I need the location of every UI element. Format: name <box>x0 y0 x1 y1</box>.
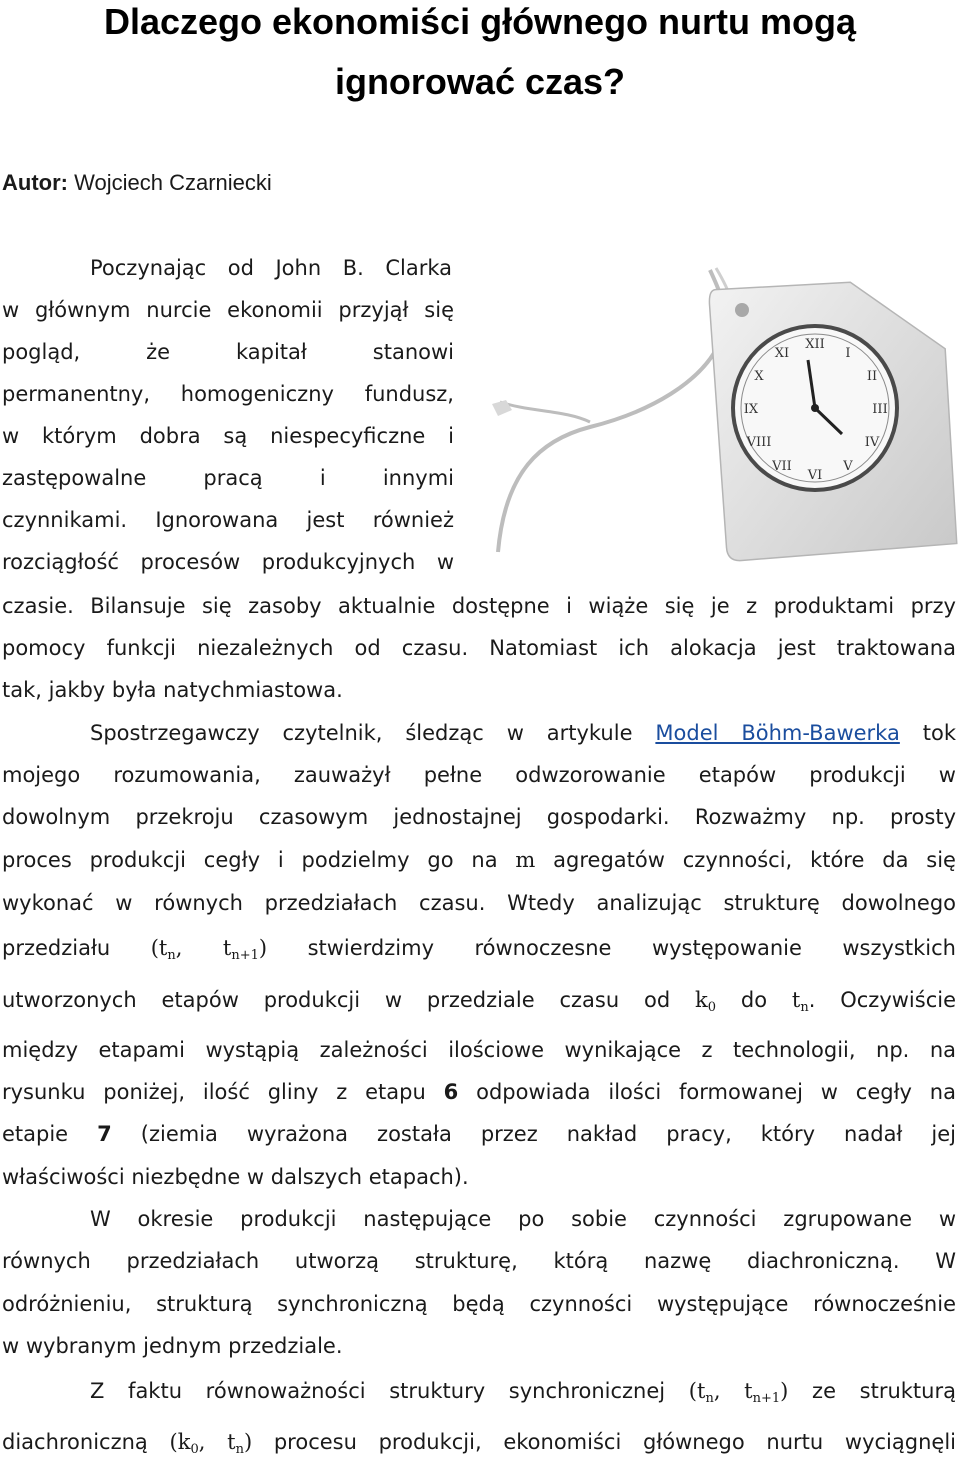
text-line: proces produkcji cegły i podzielmy go na m agregatów czynności, które da się <box>2 848 956 872</box>
text-line: równych przedziałach utworzą strukturę, którą nazwę diachroniczną. W <box>2 1249 956 1273</box>
text-line: W okresie produkcji następujące po sobie czynności zgrupowane w <box>90 1207 956 1231</box>
text-line: permanentny, homogeniczny fundusz, <box>2 382 454 406</box>
svg-text:X: X <box>754 369 764 384</box>
text-line: rozciągłość procesów produkcyjnych w <box>2 550 454 574</box>
svg-text:XI: XI <box>774 346 790 361</box>
text-line: etapie 7 (ziemia wyrażona została przez nakład pracy, który nadał jej <box>2 1122 956 1146</box>
stage-number: 6 <box>443 1080 459 1104</box>
svg-text:IV: IV <box>864 435 880 450</box>
svg-text:XII: XII <box>805 337 825 352</box>
text-line: czasie. Bilansuje się zasoby aktualnie dostępne i wiąże się je z produktami przy <box>2 594 956 618</box>
svg-text:VI: VI <box>807 468 823 483</box>
author-line <box>2 170 272 196</box>
math-interval-k0-tn: ($k_0$, $t_n$) <box>169 1430 253 1457</box>
author-label: Autor: <box>2 170 68 195</box>
text-line: w którym dobra są niespecyficzne i <box>2 424 454 448</box>
math-m: m <box>515 848 536 872</box>
svg-text:IX: IX <box>743 402 759 417</box>
text-line: rysunku poniżej, ilość gliny z etapu 6 odpowiada ilości formowanej w cegły na <box>2 1080 956 1104</box>
math-interval-tn: ($t_n$, $t_{n+1}$) <box>688 1379 789 1406</box>
text-line: czynnikami. Ignorowana jest również <box>2 508 454 532</box>
text-line: w głównym nurcie ekonomii przyjął się <box>2 298 454 322</box>
text-line: wykonać w równych przedziałach czasu. Wtedy analizując strukturę dowolnego <box>2 891 956 915</box>
text-line: pogląd, że kapitał stanowi <box>2 340 454 364</box>
author-name: Wojciech Czarniecki <box>74 170 272 195</box>
svg-text:I: I <box>845 346 851 361</box>
stage-number: 7 <box>97 1122 112 1146</box>
text-line: przedziału ($t_n$, $t_{n+1}$) stwierdzimy równoczesne występowanie wszystkich <box>2 936 956 963</box>
text-line: zastępowalne pracą i innymi <box>2 466 454 490</box>
text-line: Spostrzegawczy czytelnik, śledząc w artykule Model Böhm-Bawerka tok <box>90 721 956 745</box>
math-interval-tn: ($t_n$, $t_{n+1}$) <box>150 936 268 963</box>
text-line: między etapami wystąpią zależności ilościowe wynikające z technologii, np. na <box>2 1038 956 1062</box>
math-tn: $t_n$ <box>791 988 809 1015</box>
text-line: tak, jakby była natychmiastowa. <box>2 678 343 702</box>
svg-text:II: II <box>866 369 878 384</box>
text-line: Poczynając od John B. Clarka <box>90 256 452 280</box>
clock-tag-icon <box>470 262 960 562</box>
text-line: diachroniczną ($k_0$, $t_n$) procesu produkcji, ekonomiści głównego nurtu wyciągnęli <box>2 1430 956 1457</box>
text-line: utworzonych etapów produkcji w przedziale czasu od $k_0$ do $t_n$. Oczywiście <box>2 988 957 1015</box>
text-line: pomocy funkcji niezależnych od czasu. Natomiast ich alokacja jest traktowana <box>2 636 956 660</box>
text-line: odróżnieniu, strukturą synchroniczną będą czynności występujące równocześnie <box>2 1292 956 1316</box>
page-title-line-1: Dlaczego ekonomiści głównego nurtu mogą <box>103 1 857 42</box>
page-title-line-2: ignorować czas? <box>334 61 626 102</box>
text-line: Z faktu równoważności struktury synchronicznej ($t_n$, $t_{n+1}$) ze strukturą <box>90 1379 956 1406</box>
svg-text:V: V <box>843 459 853 474</box>
clock-tag-illustration <box>470 262 960 562</box>
model-bohm-bawerka-link[interactable]: Model Böhm-Bawerka <box>655 721 900 745</box>
math-k0: $k_0$ <box>695 988 717 1015</box>
text-line: mojego rozumowania, zauważył pełne odwzorowanie etapów produkcji w <box>2 763 956 787</box>
text-line: właściwości niezbędne w dalszych etapach). <box>2 1165 469 1189</box>
svg-text:III: III <box>872 402 888 417</box>
text-line: dowolnym przekroju czasowym jednostajnej gospodarki. Rozważmy np. prosty <box>2 805 956 829</box>
svg-text:VIII: VIII <box>746 435 772 450</box>
text-line: w wybranym jednym przedziale. <box>2 1334 343 1358</box>
svg-text:VII: VII <box>772 459 792 474</box>
